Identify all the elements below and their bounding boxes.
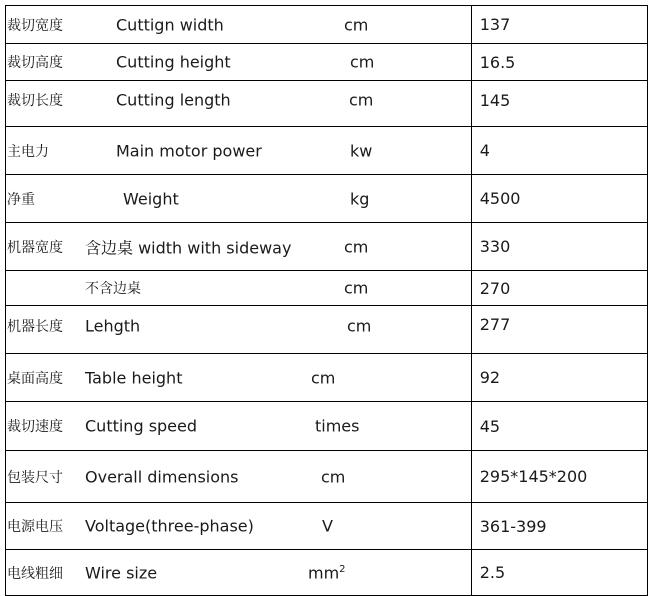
- en-label: Wire size: [85, 563, 158, 582]
- table-row: [6, 127, 648, 175]
- label-cell: [6, 44, 472, 81]
- en-label: Cutting speed: [85, 416, 198, 436]
- value-cell: 361-399: [471, 503, 647, 550]
- cn-label: 电源电压: [7, 519, 63, 535]
- unit-label: times: [315, 416, 360, 436]
- table-row: [6, 223, 648, 271]
- en-label: Lehgth: [85, 316, 141, 336]
- value-cell: 4: [471, 127, 647, 175]
- table-row: [6, 271, 648, 306]
- value-cell: 270: [471, 271, 647, 306]
- table-row: [6, 354, 648, 402]
- value-cell: 330: [471, 223, 647, 271]
- value-cell: 137: [471, 6, 647, 44]
- value-cell: 16.5: [471, 44, 647, 81]
- cn-label: 机器宽度: [7, 239, 63, 256]
- en-label: 不含边桌: [85, 281, 141, 297]
- cn-label: 裁切高度: [7, 55, 63, 71]
- value-cell: 277: [471, 306, 647, 354]
- label-cell: [6, 354, 472, 402]
- unit-label: cm: [344, 278, 369, 298]
- unit-label: cm: [349, 90, 374, 110]
- unit-label: kw: [350, 141, 373, 160]
- table-row: [6, 6, 648, 44]
- table-row: [6, 81, 648, 127]
- unit-label: V: [322, 516, 333, 536]
- value-cell: 2.5: [471, 550, 647, 596]
- value-cell: 92: [471, 354, 647, 402]
- label-cell: [6, 271, 472, 306]
- table-row: [6, 451, 648, 503]
- label-cell: [6, 306, 472, 354]
- table-row: [6, 550, 648, 596]
- label-cell: [6, 402, 472, 451]
- en-label: Overall dimensions: [85, 467, 239, 486]
- en-label: Voltage(three-phase): [85, 516, 254, 536]
- table-row: [6, 402, 648, 451]
- value-cell: 4500: [471, 175, 647, 223]
- cn-label: 桌面高度: [7, 370, 63, 387]
- unit-label: kg: [350, 189, 370, 208]
- unit-label: cm: [311, 368, 336, 387]
- label-cell: [6, 451, 472, 503]
- en-label: Cutting length: [116, 90, 231, 110]
- cn-label: 电线粗细: [7, 565, 63, 582]
- cn-label: 裁切宽度: [7, 17, 63, 34]
- unit-label: cm: [350, 52, 375, 72]
- label-cell: [6, 223, 472, 271]
- table-row: [6, 306, 648, 354]
- unit-superscript: 2: [339, 563, 346, 575]
- cn-label: 净重: [7, 191, 35, 208]
- unit-label: cm: [347, 316, 372, 336]
- label-cell: [6, 127, 472, 175]
- en-label: 含边桌 width with sideway: [85, 238, 292, 257]
- table-row: [6, 503, 648, 550]
- label-cell: [6, 503, 472, 550]
- label-cell: [6, 550, 472, 596]
- en-label: Cuttign width: [116, 15, 224, 34]
- label-cell: [6, 81, 472, 127]
- spec-table: [5, 5, 648, 596]
- cn-label: 机器长度: [7, 319, 63, 335]
- cn-label: 包装尺寸: [7, 469, 63, 486]
- unit-text: mm: [308, 563, 340, 582]
- unit-label: cm: [344, 237, 369, 256]
- table-row: [6, 175, 648, 223]
- label-cell: [6, 175, 472, 223]
- value-cell: 45: [471, 402, 647, 451]
- cn-label: 主电力: [7, 143, 49, 160]
- unit-label: [308, 563, 346, 582]
- cn-label: 裁切速度: [7, 419, 63, 435]
- unit-label: cm: [344, 15, 369, 34]
- en-label: Table height: [85, 368, 183, 387]
- en-label: Weight: [123, 189, 179, 208]
- en-label: Cutting height: [116, 52, 231, 72]
- en-label: Main motor power: [116, 141, 262, 160]
- label-cell: [6, 6, 472, 44]
- cn-label: 裁切长度: [7, 93, 63, 109]
- unit-label: cm: [321, 467, 346, 486]
- table-row: [6, 44, 648, 81]
- value-cell: 145: [471, 81, 647, 127]
- value-cell: 295*145*200: [471, 451, 647, 503]
